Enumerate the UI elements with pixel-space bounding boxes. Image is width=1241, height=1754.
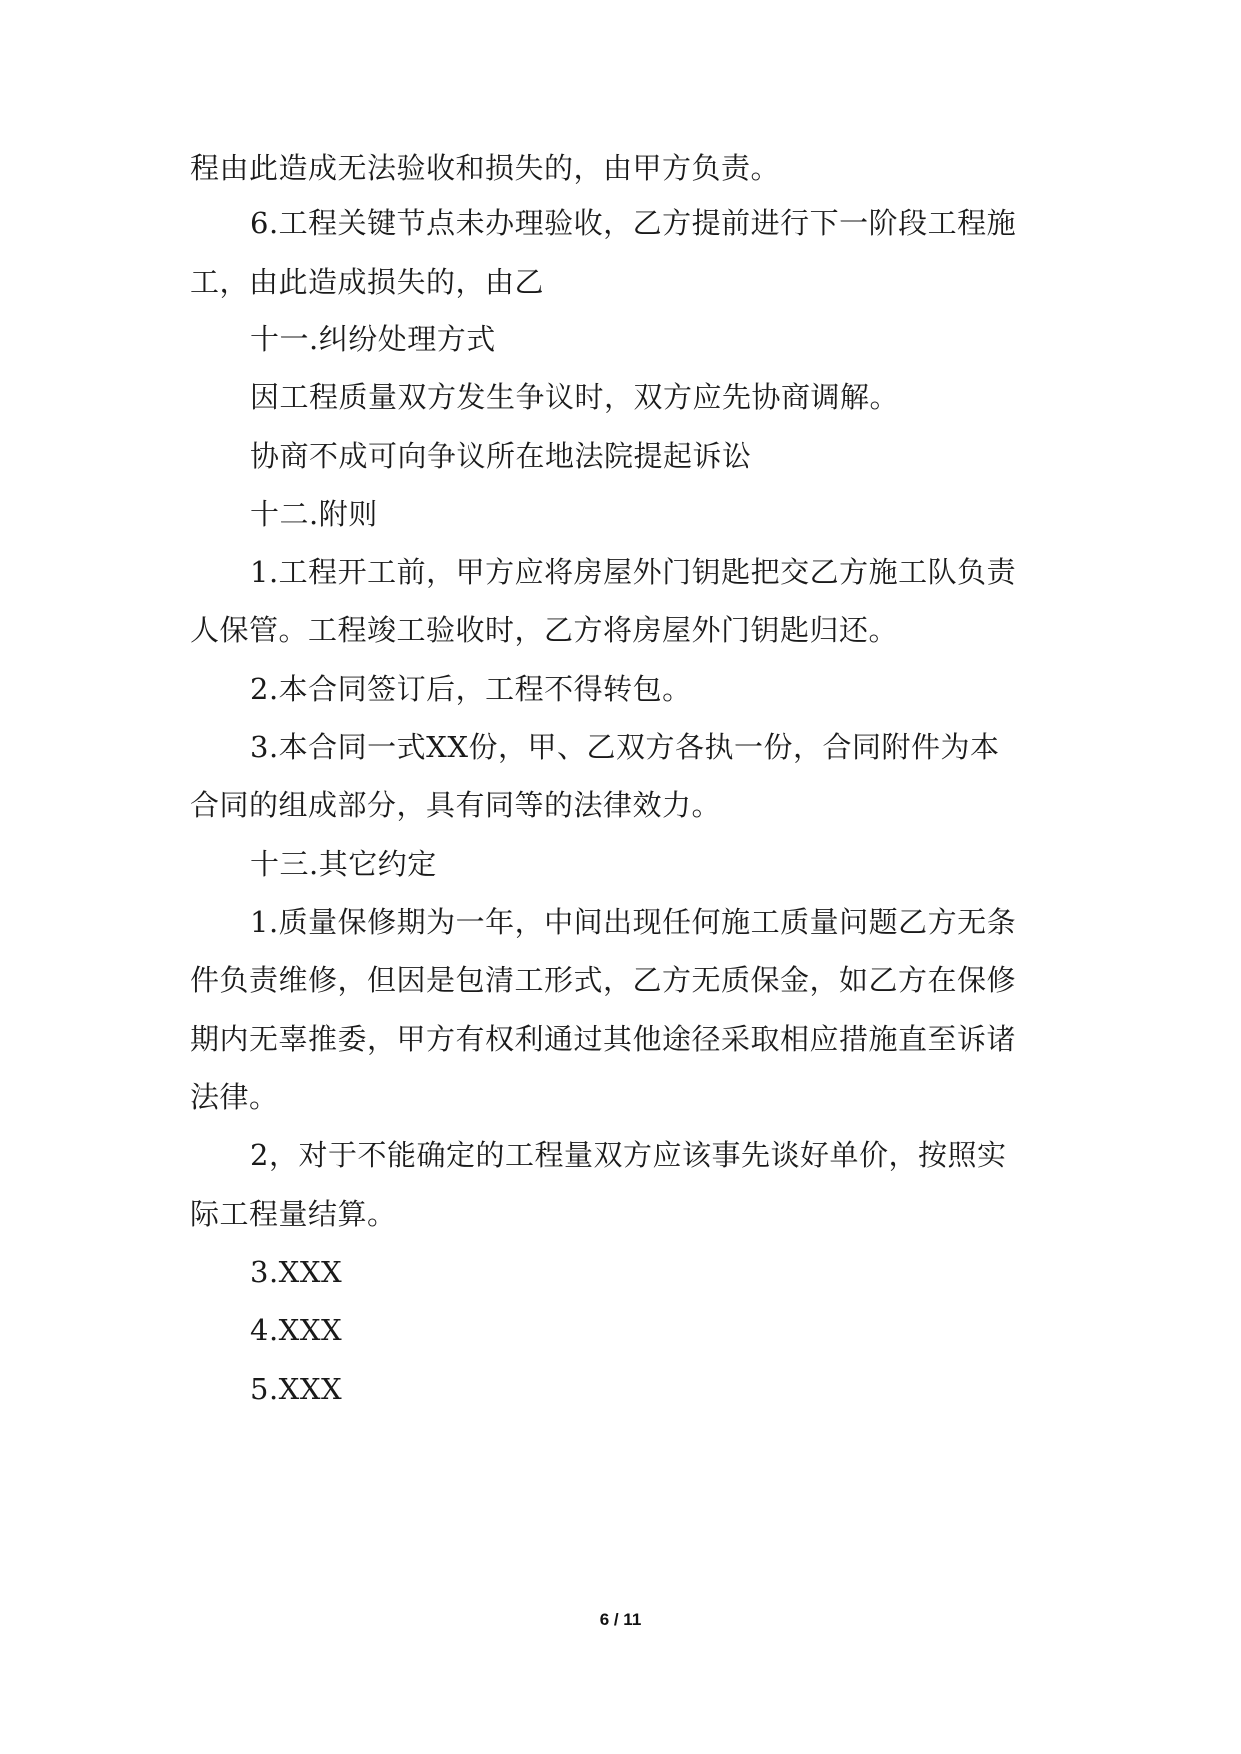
- section-heading: 十一.纠纷处理方式: [250, 322, 496, 356]
- text-line: 2，对于不能确定的工程量双方应该事先谈好单价，按照实: [250, 1138, 1007, 1172]
- text-line: 程由此造成无法验收和损失的，由甲方负责。: [190, 151, 781, 185]
- page-number: 6 / 11: [599, 1610, 642, 1629]
- text-line: 工，由此造成损失的，由乙: [190, 265, 545, 299]
- text-line: 3.XXX: [250, 1255, 343, 1289]
- text-line: 1.质量保修期为一年，中间出现任何施工质量问题乙方无条: [250, 905, 1017, 939]
- text-line: 2.本合同签订后，工程不得转包。: [250, 672, 692, 706]
- text-line: 1.工程开工前，甲方应将房屋外门钥匙把交乙方施工队负责: [250, 555, 1017, 589]
- text-line: 5.XXX: [250, 1372, 343, 1406]
- text-line: 3.本合同一式XX份，甲、乙双方各执一份，合同附件为本: [250, 730, 1000, 764]
- section-heading: 十二.附则: [250, 497, 378, 531]
- text-line: 件负责维修，但因是包清工形式，乙方无质保金，如乙方在保修: [190, 963, 1017, 997]
- text-line: 6.工程关键节点未办理验收，乙方提前进行下一阶段工程施: [250, 206, 1017, 240]
- text-line: 人保管。工程竣工验收时，乙方将房屋外门钥匙归还。: [190, 613, 899, 647]
- text-line: 4.XXX: [250, 1313, 343, 1347]
- text-line: 合同的组成部分，具有同等的法律效力。: [190, 788, 722, 822]
- text-line: 协商不成可向争议所在地法院提起诉讼: [250, 439, 752, 473]
- section-heading: 十三.其它约定: [250, 847, 437, 881]
- text-line: 期内无辜推委，甲方有权利通过其他途径采取相应措施直至诉诸: [190, 1022, 1017, 1056]
- text-line: 际工程量结算。: [190, 1197, 397, 1231]
- text-line: 因工程质量双方发生争议时，双方应先协商调解。: [250, 380, 900, 414]
- text-line: 法律。: [190, 1080, 279, 1114]
